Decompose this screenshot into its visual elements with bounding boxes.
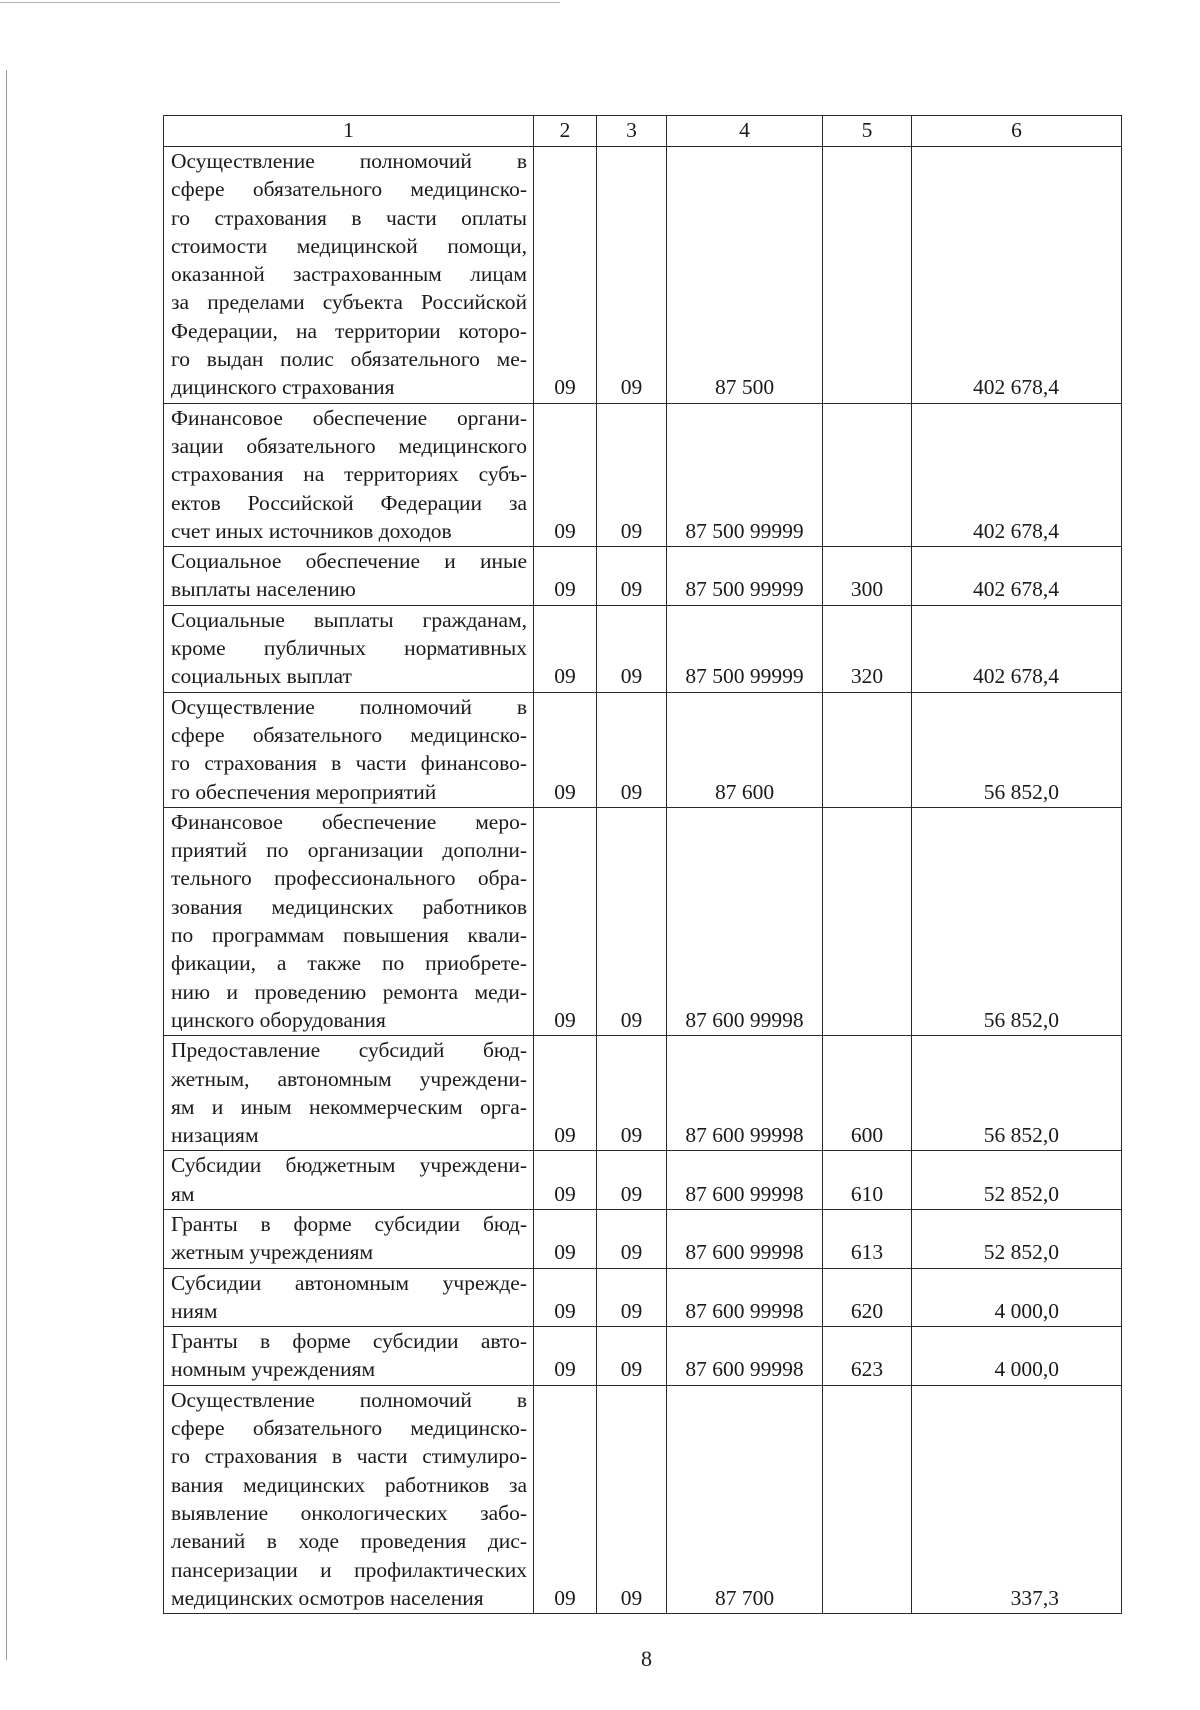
- row-description: [164, 1151, 534, 1210]
- section-code-cell: 09: [534, 547, 597, 606]
- row-description: [164, 1385, 534, 1613]
- description-line: низациям: [171, 1123, 259, 1148]
- description-line: ниям: [171, 1298, 218, 1323]
- description-line: счет иных источников доходов: [171, 518, 452, 543]
- subsection-code-cell: 09: [597, 1036, 667, 1151]
- section-code-cell: 09: [534, 1327, 597, 1386]
- description-line: оказанной застрахованным лицам: [171, 262, 527, 287]
- expense-type-code-cell: 623: [823, 1327, 912, 1386]
- target-article-code-cell: 87 500 99999: [667, 547, 823, 606]
- target-article-code-cell: 87 500 99999: [667, 403, 823, 546]
- amount-cell: 402 678,4: [912, 403, 1122, 546]
- description-line: Финансовое обеспечение меро-: [171, 809, 527, 834]
- budget-table: [163, 115, 1122, 1614]
- description-line: за пределами субъекта Российской: [171, 290, 527, 315]
- description-line: Субсидии автономным учрежде-: [171, 1270, 527, 1295]
- table-row: [164, 807, 1122, 1035]
- target-article-code-cell: 87 500 99999: [667, 605, 823, 692]
- scan-left-edge: [6, 70, 7, 1660]
- expense-type-code-cell: 620: [823, 1268, 912, 1327]
- subsection-code-cell: 09: [597, 1151, 667, 1210]
- description-line: Осуществление полномочий в: [171, 149, 527, 173]
- header-cell-3: 3: [597, 116, 667, 147]
- section-code-cell: 09: [534, 147, 597, 404]
- description-line: го выдан полис обязательного ме-: [171, 347, 527, 372]
- section-code-cell: 09: [534, 1151, 597, 1210]
- amount-cell: 56 852,0: [912, 807, 1122, 1035]
- row-description: [164, 147, 534, 404]
- header-cell-4: 4: [667, 116, 823, 147]
- row-description: [164, 692, 534, 807]
- description-line: го страхования в части стимулиро-: [171, 1444, 527, 1469]
- description-line: Социальное обеспечение и иные: [171, 549, 527, 574]
- target-article-code-cell: 87 600 99998: [667, 807, 823, 1035]
- description-line: выявление онкологических забо-: [171, 1500, 527, 1525]
- section-code-cell: 09: [534, 403, 597, 546]
- amount-cell: 56 852,0: [912, 1036, 1122, 1151]
- target-article-code-cell: 87 600 99998: [667, 1327, 823, 1386]
- subsection-code-cell: 09: [597, 1209, 667, 1268]
- description-line: тельного профессионального обра-: [171, 866, 527, 891]
- subsection-code-cell: 09: [597, 692, 667, 807]
- amount-cell: 4 000,0: [912, 1268, 1122, 1327]
- row-description: [164, 547, 534, 606]
- amount-cell: 52 852,0: [912, 1209, 1122, 1268]
- amount-cell: 337,3: [912, 1385, 1122, 1613]
- row-description: [164, 1268, 534, 1327]
- section-code-cell: 09: [534, 1036, 597, 1151]
- subsection-code-cell: 09: [597, 1385, 667, 1613]
- description-line: вания медицинских работников за: [171, 1472, 527, 1497]
- section-code-cell: 09: [534, 1268, 597, 1327]
- description-line: зации обязательного медицинского: [171, 433, 527, 458]
- expense-type-code-cell: [823, 692, 912, 807]
- description-line: фикации, а также по приобрете-: [171, 951, 527, 976]
- description-line: Гранты в форме субсидии авто-: [171, 1329, 527, 1354]
- description-line: номным учреждениям: [171, 1357, 376, 1382]
- description-line: ям: [171, 1181, 195, 1206]
- row-description: [164, 807, 534, 1035]
- target-article-code-cell: 87 700: [667, 1385, 823, 1613]
- expense-type-code-cell: 600: [823, 1036, 912, 1151]
- section-code-cell: 09: [534, 605, 597, 692]
- description-line: сфере обязательного медицинско-: [171, 177, 527, 202]
- section-code-cell: 09: [534, 692, 597, 807]
- table-row: [164, 1327, 1122, 1386]
- description-line: медицинских осмотров населения: [171, 1585, 484, 1610]
- description-line: по программам повышения квали-: [171, 923, 527, 948]
- description-line: сфере обязательного медицинско-: [171, 722, 527, 747]
- subsection-code-cell: 09: [597, 547, 667, 606]
- description-line: сфере обязательного медицинско-: [171, 1416, 527, 1441]
- section-code-cell: 09: [534, 807, 597, 1035]
- description-line: дицинского страхования: [171, 375, 395, 400]
- table-row: [164, 1036, 1122, 1151]
- amount-cell: 52 852,0: [912, 1151, 1122, 1210]
- expense-type-code-cell: [823, 403, 912, 546]
- description-line: цинского оборудования: [171, 1007, 386, 1032]
- expense-type-code-cell: [823, 1385, 912, 1613]
- table-row: [164, 547, 1122, 606]
- table-row: [164, 403, 1122, 546]
- expense-type-code-cell: 320: [823, 605, 912, 692]
- subsection-code-cell: 09: [597, 605, 667, 692]
- description-line: го страхования в части финансово-: [171, 751, 527, 776]
- description-line: Осуществление полномочий в: [171, 694, 527, 719]
- description-line: Предоставление субсидий бюд-: [171, 1038, 527, 1063]
- table-row: [164, 1385, 1122, 1613]
- expense-type-code-cell: [823, 807, 912, 1035]
- section-code-cell: 09: [534, 1385, 597, 1613]
- target-article-code-cell: 87 600 99998: [667, 1209, 823, 1268]
- target-article-code-cell: 87 500: [667, 147, 823, 404]
- amount-cell: 402 678,4: [912, 147, 1122, 404]
- table-header-row: [164, 116, 1122, 147]
- table-row: [164, 1268, 1122, 1327]
- description-line: зования медицинских работников: [171, 894, 527, 919]
- description-line: Социальные выплаты гражданам,: [171, 607, 527, 632]
- description-line: приятий по организации дополни-: [171, 838, 527, 863]
- description-line: го страхования в части оплаты: [171, 205, 527, 230]
- amount-cell: 402 678,4: [912, 547, 1122, 606]
- row-description: [164, 1209, 534, 1268]
- header-cell-6: 6: [912, 116, 1122, 147]
- description-line: жетным учреждениям: [171, 1240, 374, 1265]
- subsection-code-cell: 09: [597, 807, 667, 1035]
- header-cell-2: 2: [534, 116, 597, 147]
- header-cell-5: 5: [823, 116, 912, 147]
- table-row: [164, 1209, 1122, 1268]
- amount-cell: 56 852,0: [912, 692, 1122, 807]
- target-article-code-cell: 87 600: [667, 692, 823, 807]
- expense-type-code-cell: [823, 147, 912, 404]
- expense-type-code-cell: 300: [823, 547, 912, 606]
- amount-cell: 402 678,4: [912, 605, 1122, 692]
- description-line: Субсидии бюджетным учреждени-: [171, 1153, 527, 1178]
- table-row: [164, 147, 1122, 404]
- description-line: ям и иным некоммерческим орга-: [171, 1094, 527, 1119]
- description-line: выплаты населению: [171, 577, 356, 602]
- description-line: Финансовое обеспечение органи-: [171, 405, 527, 430]
- target-article-code-cell: 87 600 99998: [667, 1268, 823, 1327]
- subsection-code-cell: 09: [597, 147, 667, 404]
- amount-cell: 4 000,0: [912, 1327, 1122, 1386]
- description-line: жетным, автономным учреждени-: [171, 1066, 527, 1091]
- row-description: [164, 403, 534, 546]
- subsection-code-cell: 09: [597, 1327, 667, 1386]
- description-line: пансеризации и профилактических: [171, 1557, 527, 1582]
- table-row: [164, 1151, 1122, 1210]
- subsection-code-cell: 09: [597, 1268, 667, 1327]
- description-line: Гранты в форме субсидии бюд-: [171, 1211, 527, 1236]
- target-article-code-cell: 87 600 99998: [667, 1036, 823, 1151]
- row-description: [164, 605, 534, 692]
- table-row: [164, 692, 1122, 807]
- section-code-cell: 09: [534, 1209, 597, 1268]
- description-line: кроме публичных нормативных: [171, 636, 527, 661]
- row-description: [164, 1036, 534, 1151]
- description-line: социальных выплат: [171, 664, 352, 689]
- description-line: леваний в ходе проведения дис-: [171, 1529, 527, 1554]
- description-line: Осуществление полномочий в: [171, 1387, 527, 1412]
- description-line: Федерации, на территории которо-: [171, 318, 527, 343]
- expense-type-code-cell: 610: [823, 1151, 912, 1210]
- description-line: ектов Российской Федерации за: [171, 490, 527, 515]
- description-line: стоимости медицинской помощи,: [171, 233, 527, 258]
- header-cell-1: 1: [164, 116, 534, 147]
- page-number: 8: [641, 1646, 652, 1671]
- description-line: нию и проведению ремонта меди-: [171, 979, 527, 1004]
- expense-type-code-cell: 613: [823, 1209, 912, 1268]
- scan-edge-line: [0, 2, 560, 3]
- description-line: страхования на территориях субъ-: [171, 462, 527, 487]
- target-article-code-cell: 87 600 99998: [667, 1151, 823, 1210]
- description-line: го обеспечения мероприятий: [171, 779, 437, 804]
- subsection-code-cell: 09: [597, 403, 667, 546]
- table-row: [164, 605, 1122, 692]
- row-description: [164, 1327, 534, 1386]
